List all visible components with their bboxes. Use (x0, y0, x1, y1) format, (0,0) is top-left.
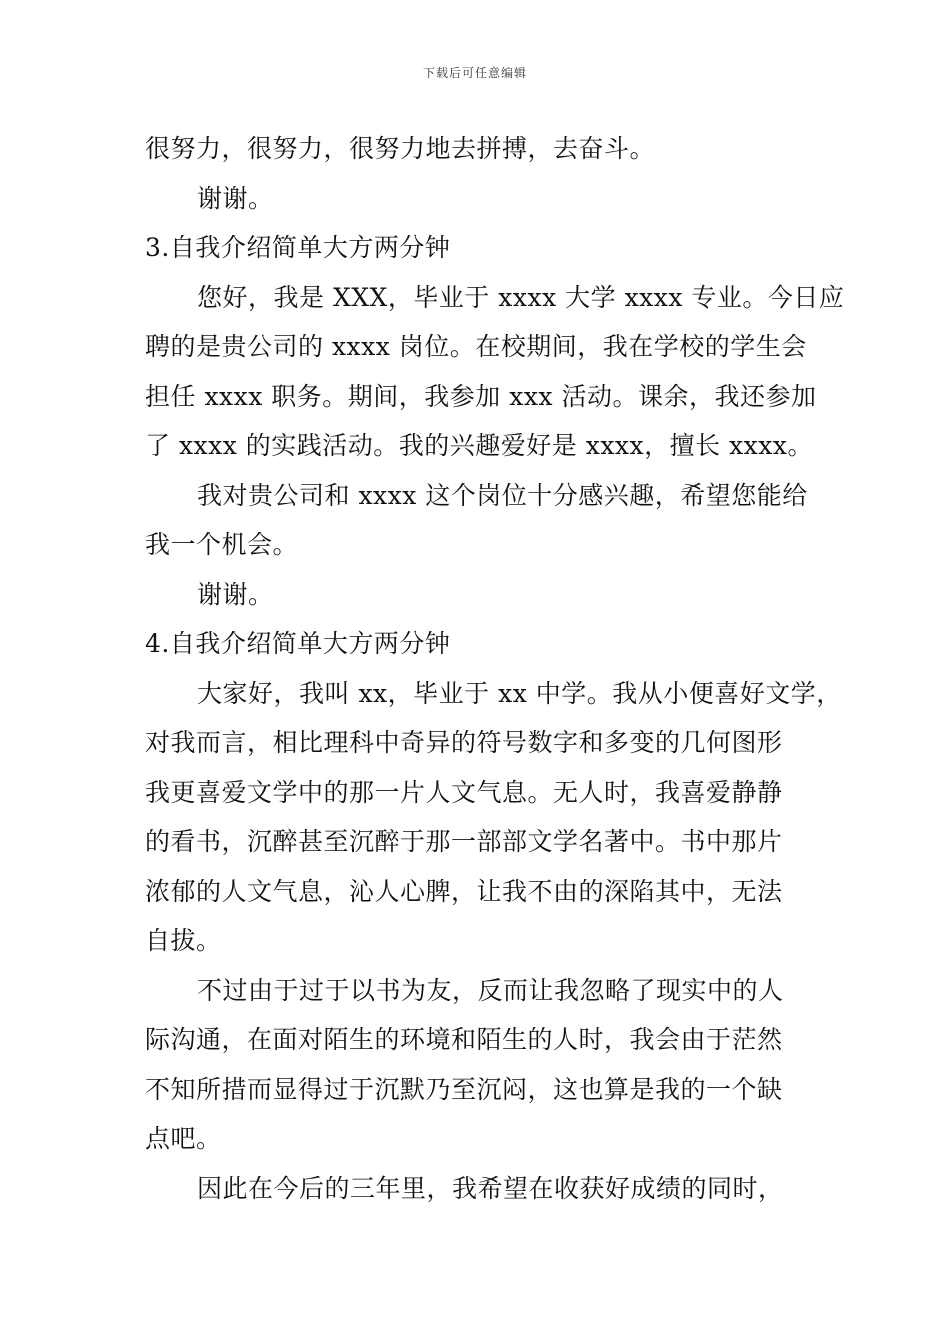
text-line: 谢谢。 (197, 183, 274, 213)
text-line: 聘的是贵公司的 xxxx 岗位。在校期间，我在学校的学生会 (145, 332, 807, 361)
text-line: 的看书，沉醉甚至沉醉于那一部部文学名著中。书中那片 (145, 827, 783, 856)
text-line: 因此在今后的三年里，我希望在收获好成绩的同时， (197, 1173, 784, 1203)
text-line: 我更喜爱文学中的那一片人文气息。无人时，我喜爱静静 (145, 777, 783, 807)
text-line: 担任 xxxx 职务。期间，我参加 xxx 活动。课余，我还参加 (145, 381, 817, 411)
text-line: 了 xxxx 的实践活动。我的兴趣爱好是 xxxx，擅长 xxxx。 (145, 431, 813, 460)
text-line: 我对贵公司和 xxxx 这个岗位十分感兴趣，希望您能给 (197, 480, 808, 510)
text-line: 我一个机会。 (145, 530, 299, 559)
text-line: 际沟通，在面对陌生的环境和陌生的人时，我会由于茫然 (145, 1025, 783, 1054)
section-heading: 3.自我介绍简单大方两分钟 (145, 233, 451, 262)
text-line: 谢谢。 (197, 579, 274, 609)
text-line: 浓郁的人文气息，沁人心脾，让我不由的深陷其中，无法 (145, 876, 783, 906)
text-line: 不过由于过于以书为友，反而让我忽略了现实中的人 (197, 975, 784, 1005)
section-heading: 4.自我介绍简单大方两分钟 (145, 629, 451, 658)
text-line: 对我而言，相比理科中奇异的符号数字和多变的几何图形 (145, 728, 783, 757)
text-line: 您好，我是 XXX，毕业于 xxxx 大学 xxxx 专业。今日应 (197, 282, 845, 312)
text-line: 很努力，很努力，很努力地去拼搏，去奋斗。 (145, 134, 656, 163)
text-line: 自拔。 (145, 926, 222, 955)
page-header: 下载后可任意编辑 (422, 66, 527, 80)
text-line: 大家好，我叫 xx，毕业于 xx 中学。我从小便喜好文学， (197, 678, 842, 708)
document-body (145, 124, 845, 1213)
text-line: 不知所措而显得过于沉默乃至沉闷，这也算是我的一个缺 (145, 1074, 783, 1104)
text-line: 点吧。 (145, 1124, 222, 1153)
